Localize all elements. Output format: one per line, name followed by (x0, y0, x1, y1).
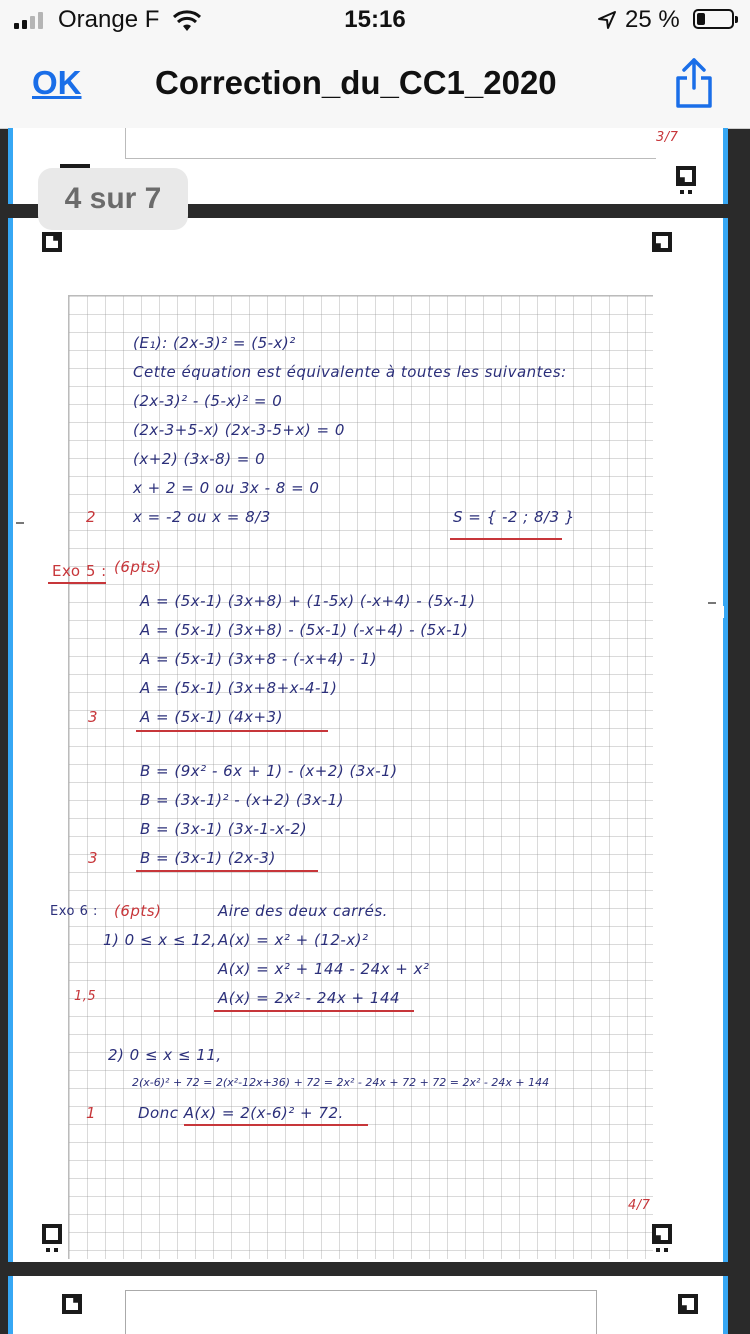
exo5-underline (48, 582, 106, 584)
exo6-part1-line: A(x) = 2x² - 24x + 144 (218, 989, 401, 1007)
status-bar (0, 0, 750, 44)
exo5-b-line: B = (9x² - 6x + 1) - (x+2) (3x-1) (140, 762, 398, 780)
page-edge (723, 128, 728, 204)
document-title: Correction_du_CC1_2020 (155, 64, 557, 101)
scroll-tick (708, 602, 716, 604)
done-button[interactable]: OK (32, 64, 82, 101)
scroll-tick (16, 522, 24, 524)
exo4-line: (2x-3+5-x) (2x-3-5+x) = 0 (133, 421, 345, 439)
exo6-part1-condition: 1) 0 ≤ x ≤ 12, (103, 931, 217, 949)
battery-icon (693, 9, 734, 29)
exo6-label: Exo 6 : (50, 904, 98, 919)
result-underline (136, 730, 328, 732)
exo6-part2-condition: 2) 0 ≤ x ≤ 11, (108, 1046, 222, 1064)
result-underline (184, 1124, 368, 1126)
current-page[interactable] (8, 218, 728, 1262)
exo5-b-line: B = (3x-1)² - (x+2) (3x-1) (140, 791, 344, 809)
exo5-a-line: A = (5x-1) (3x+8) - (5x-1) (-x+4) - (5x-1) (140, 621, 469, 639)
carrier-name: Orange F (58, 6, 160, 33)
page-number: 3/7 (656, 130, 679, 145)
exo6-part2-line: 2(x-6)² + 72 = 2(x²-12x+36) + 72 = 2x² - 24x + 72 + 72 = 2x² - 24x + 144 (132, 1076, 550, 1089)
location-arrow-icon (597, 10, 617, 30)
exo5-a-points: 3 (88, 708, 99, 726)
exo4-line: (E₁): (2x-3)² = (5-x)² (133, 334, 296, 352)
exo6-part1-line: A(x) = x² + (12-x)² (218, 931, 369, 949)
scan-marker-dots (42, 1248, 62, 1252)
scan-marker (42, 1224, 62, 1244)
exo4-points: 2 (86, 508, 97, 526)
page-edge (8, 128, 13, 204)
page-edge (723, 218, 728, 1262)
next-page[interactable] (8, 1276, 728, 1334)
exo5-a-line: A = (5x-1) (3x+8 - (-x+4) - 1) (140, 650, 377, 668)
exo5-b-line: B = (3x-1) (3x-1-x-2) (140, 820, 308, 838)
page-edge (8, 1276, 13, 1334)
exo6-part1-line: A(x) = x² + 144 - 24x + x² (218, 960, 430, 978)
scan-marker (42, 232, 62, 252)
exo6-points-total: (6pts) (114, 902, 162, 920)
page-number: 4/7 (628, 1198, 651, 1213)
scan-marker (678, 1294, 698, 1314)
scan-marker (652, 232, 672, 252)
exo5-points-total: (6pts) (114, 558, 162, 576)
exo4-line: x = -2 ou x = 8/3 (133, 508, 271, 526)
page-edge (723, 1276, 728, 1334)
scan-marker (62, 1294, 82, 1314)
page-indicator: 4 sur 7 (38, 168, 188, 230)
exo5-b-line: B = (3x-1) (2x-3) (140, 849, 276, 867)
scan-marker (676, 166, 696, 186)
exo4-line: (2x-3)² - (5-x)² = 0 (133, 392, 283, 410)
solution-underline (450, 538, 562, 540)
exo5-a-line: A = (5x-1) (3x+8) + (1-5x) (-x+4) - (5x-1) (140, 592, 476, 610)
result-underline (214, 1010, 414, 1012)
exo5-a-line: A = (5x-1) (4x+3) (140, 708, 283, 726)
scan-marker-dots (676, 190, 696, 194)
exo6-heading: Aire des deux carrés. (218, 902, 388, 920)
battery-fill (697, 13, 705, 25)
exo6-part1-points: 1,5 (74, 989, 97, 1004)
exo5-b-points: 3 (88, 849, 99, 867)
exo4-line: (x+2) (3x-8) = 0 (133, 450, 266, 468)
exo5-label: Exo 5 : (52, 562, 107, 580)
grid-area (125, 128, 656, 159)
result-underline (136, 870, 318, 872)
battery-percentage: 25 % (625, 6, 680, 33)
grid-area (125, 1290, 597, 1334)
navigation-bar (0, 44, 750, 129)
clock: 15:16 (344, 6, 406, 33)
exo4-line: Cette équation est équivalente à toutes les suivantes: (133, 363, 567, 381)
page-edge (8, 218, 13, 1262)
exo6-part2-conclusion: Donc A(x) = 2(x-6)² + 72. (138, 1104, 344, 1122)
share-icon[interactable] (672, 56, 716, 110)
scan-marker (652, 1224, 672, 1244)
exo4-line: x + 2 = 0 ou 3x - 8 = 0 (133, 479, 320, 497)
exo6-part2-points: 1 (86, 1104, 97, 1122)
scan-marker-dots (652, 1248, 672, 1252)
exo5-a-line: A = (5x-1) (3x+8+x-4-1) (140, 679, 338, 697)
exo4-solution: S = { -2 ; 8/3 } (453, 508, 575, 526)
